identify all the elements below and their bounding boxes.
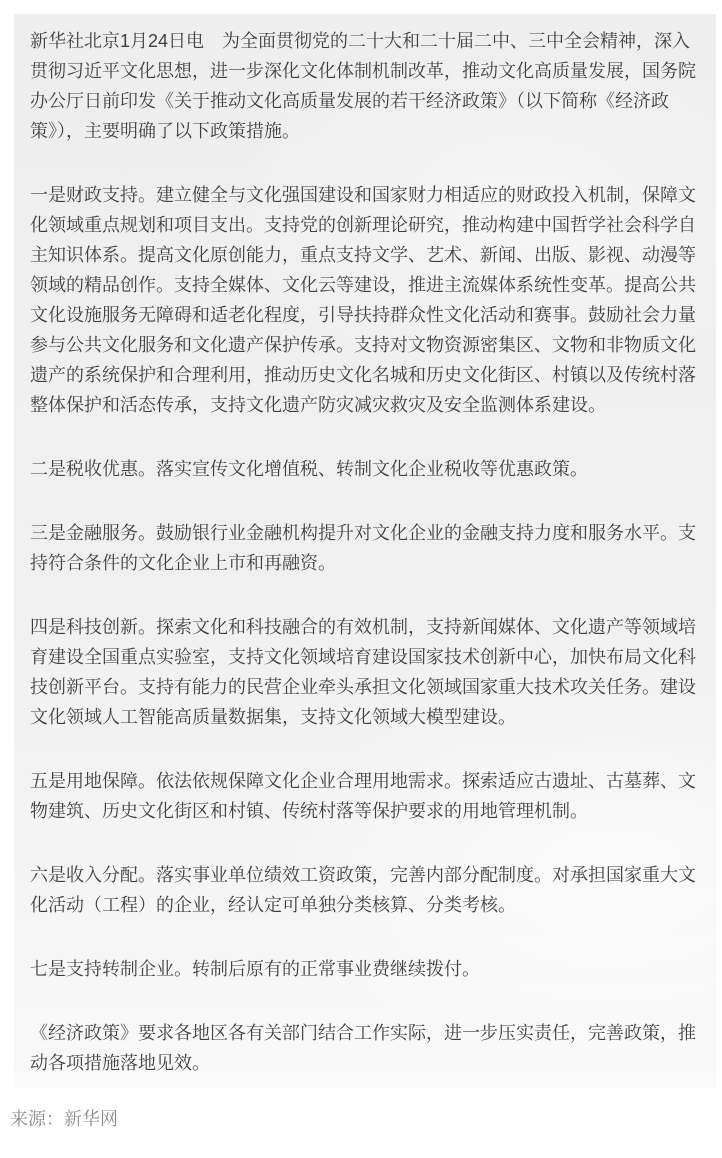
article-paragraph-policy-6: 六是收入分配。落实事业单位绩效工资政策，完善内部分配制度。对承担国家重大文化活动（工程）的企业，经认定可单独分类核算、分类考核。 [30,865,696,915]
article-source: 来源：新华网 [10,1109,118,1129]
article-paragraph-policy-3: 三是金融服务。鼓励银行业金融机构提升对文化企业的金融支持力度和服务水平。支持符合条件的文化企业上市和再融资。 [30,523,696,573]
article-paragraph-policy-7: 七是支持转制企业。转制后原有的正常事业费继续拨付。 [30,959,480,979]
article-body [14,14,716,1088]
article-paragraph-closing: 《经济政策》要求各地区各有关部门结合工作实际，进一步压实责任，完善政策，推动各项措施落地见效。 [30,1023,696,1073]
article-paragraph-lead: 新华社北京1月24日电 为全面贯彻党的二十大和二十届二中、三中全会精神，深入贯彻习近平文化思想，进一步深化文化体制机制改革，推动文化高质量发展，国务院办公厅日前印发《关于推动文化高质量发展的若干经济政策》（以下简称《经济政策》），主要明确了以下政策措施。 [30,31,696,141]
article-paragraph-policy-1: 一是财政支持。建立健全与文化强国建设和国家财力相适应的财政投入机制，保障文化领域重点规划和项目支出。支持党的创新理论研究，推动构建中国哲学社会科学自主知识体系。提高文化原创能力，重点支持文学、艺术、新闻、出版、影视、动漫等领域的精品创作。支持全媒体、文化云等建设，推进主流媒体系统性变革。提高公共文化设施服务无障碍和适老化程度，引导扶持群众性文化活动和赛事。鼓励社会力量参与公共文化服务和文化遗产保护传承。支持对文物资源密集区、文物和非物质文化遗产的系统保护和合理利用，推动历史文化名城和历史文化街区、村镇以及传统村落整体保护和活态传承，支持文化遗产防灾减灾救灾及安全监测体系建设。 [30,185,696,415]
article-paragraph-policy-2: 二是税收优惠。落实宣传文化增值税、转制文化企业税收等优惠政策。 [30,459,588,479]
article-paragraph-policy-5: 五是用地保障。依法依规保障文化企业合理用地需求。探索适应古遗址、古墓葬、文物建筑、历史文化街区和村镇、传统村落等保护要求的用地管理机制。 [30,771,696,821]
article-paragraph-policy-4: 四是科技创新。探索文化和科技融合的有效机制，支持新闻媒体、文化遗产等领域培育建设全国重点实验室，支持文化领域培育建设国家技术创新中心，加快布局文化科技创新平台。支持有能力的民营企业牵头承担文化领域国家重大技术攻关任务。建设文化领域人工智能高质量数据集，支持文化领域大模型建设。 [30,617,696,727]
